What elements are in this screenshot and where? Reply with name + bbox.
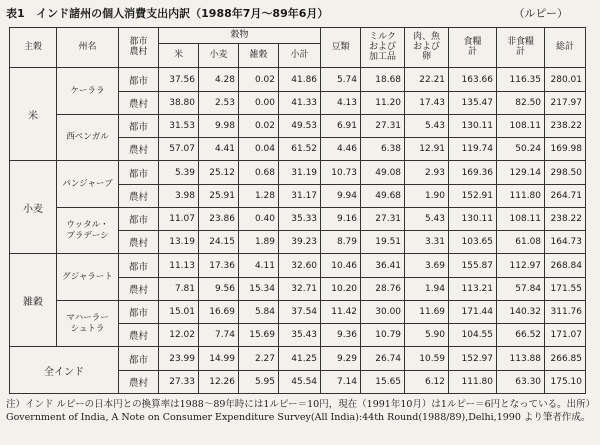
header-main-grain: 主穀 bbox=[10, 28, 57, 68]
cell-subtotal: 35.33 bbox=[279, 207, 321, 230]
cell-nonfood-total: 116.35 bbox=[497, 68, 545, 91]
cell-coarse: 1.89 bbox=[239, 231, 279, 254]
cell-rice: 3.98 bbox=[159, 184, 199, 207]
cell-pulses: 6.91 bbox=[321, 114, 361, 137]
cell-meat: 12.91 bbox=[405, 138, 449, 161]
cell-meat: 1.94 bbox=[405, 277, 449, 300]
cell-coarse: 0.02 bbox=[239, 68, 279, 91]
area-rural: 農村 bbox=[119, 277, 159, 300]
area-rural: 農村 bbox=[119, 370, 159, 393]
cell-pulses: 9.16 bbox=[321, 207, 361, 230]
cell-rice: 31.53 bbox=[159, 114, 199, 137]
cell-wheat: 23.86 bbox=[199, 207, 239, 230]
cell-rice: 11.13 bbox=[159, 254, 199, 277]
consumption-table bbox=[9, 27, 586, 394]
cell-rice: 23.99 bbox=[159, 347, 199, 370]
cell-grand-total: 266.85 bbox=[545, 347, 586, 370]
header-meat: 肉、魚 および 卵 bbox=[405, 28, 449, 68]
cell-coarse: 15.69 bbox=[239, 324, 279, 347]
cell-nonfood-total: 61.08 bbox=[497, 231, 545, 254]
cell-grand-total: 238.22 bbox=[545, 114, 586, 137]
cell-wheat: 7.74 bbox=[199, 324, 239, 347]
area-rural: 農村 bbox=[119, 184, 159, 207]
cell-meat: 10.59 bbox=[405, 347, 449, 370]
table-row bbox=[10, 254, 586, 277]
cell-wheat: 12.26 bbox=[199, 370, 239, 393]
cell-pulses: 9.94 bbox=[321, 184, 361, 207]
cell-wheat: 9.56 bbox=[199, 277, 239, 300]
cell-grand-total: 169.98 bbox=[545, 138, 586, 161]
cell-coarse: 5.95 bbox=[239, 370, 279, 393]
cell-coarse: 2.27 bbox=[239, 347, 279, 370]
header-nonfood-total: 非食糧 計 bbox=[497, 28, 545, 68]
cell-wheat: 9.98 bbox=[199, 114, 239, 137]
cell-food-total: 163.66 bbox=[449, 68, 497, 91]
cell-pulses: 11.42 bbox=[321, 300, 361, 323]
cell-coarse: 15.34 bbox=[239, 277, 279, 300]
cell-rice: 7.81 bbox=[159, 277, 199, 300]
cell-food-total: 119.74 bbox=[449, 138, 497, 161]
state-maharashtra: マハーラー シュトラ bbox=[57, 300, 119, 347]
area-urban: 都市 bbox=[119, 68, 159, 91]
area-rural: 農村 bbox=[119, 91, 159, 114]
cell-grand-total: 175.10 bbox=[545, 370, 586, 393]
cell-milk: 10.79 bbox=[361, 324, 405, 347]
group-all-india: 全インド bbox=[10, 347, 119, 394]
table-row bbox=[10, 161, 586, 184]
cell-wheat: 2.53 bbox=[199, 91, 239, 114]
cell-nonfood-total: 50.24 bbox=[497, 138, 545, 161]
cell-nonfood-total: 63.30 bbox=[497, 370, 545, 393]
cell-wheat: 17.36 bbox=[199, 254, 239, 277]
cell-meat: 3.31 bbox=[405, 231, 449, 254]
header-rice: 米 bbox=[159, 44, 199, 68]
table-row bbox=[10, 114, 586, 137]
area-rural: 農村 bbox=[119, 138, 159, 161]
cell-rice: 15.01 bbox=[159, 300, 199, 323]
cell-subtotal: 41.86 bbox=[279, 68, 321, 91]
cell-subtotal: 39.23 bbox=[279, 231, 321, 254]
header-state: 州名 bbox=[57, 28, 119, 68]
cell-pulses: 9.36 bbox=[321, 324, 361, 347]
area-urban: 都市 bbox=[119, 114, 159, 137]
cell-grand-total: 311.76 bbox=[545, 300, 586, 323]
state-punjab: パンジャーブ bbox=[57, 161, 119, 208]
cell-milk: 6.38 bbox=[361, 138, 405, 161]
table-row bbox=[10, 68, 586, 91]
cell-food-total: 155.87 bbox=[449, 254, 497, 277]
table-row bbox=[10, 347, 586, 370]
cell-grand-total: 238.22 bbox=[545, 207, 586, 230]
cell-rice: 5.39 bbox=[159, 161, 199, 184]
group-coarse: 雑穀 bbox=[10, 254, 57, 347]
state-kerala: ケーララ bbox=[57, 68, 119, 115]
cell-food-total: 152.97 bbox=[449, 347, 497, 370]
cell-subtotal: 37.54 bbox=[279, 300, 321, 323]
header-cereals: 穀物 bbox=[159, 28, 321, 44]
cell-food-total: 113.21 bbox=[449, 277, 497, 300]
cell-rice: 57.07 bbox=[159, 138, 199, 161]
cell-meat: 2.93 bbox=[405, 161, 449, 184]
cell-wheat: 4.41 bbox=[199, 138, 239, 161]
cell-food-total: 111.80 bbox=[449, 370, 497, 393]
cell-milk: 26.74 bbox=[361, 347, 405, 370]
area-urban: 都市 bbox=[119, 254, 159, 277]
header-area: 都市 農村 bbox=[119, 28, 159, 68]
cell-pulses: 10.20 bbox=[321, 277, 361, 300]
cell-meat: 6.12 bbox=[405, 370, 449, 393]
cell-nonfood-total: 113.88 bbox=[497, 347, 545, 370]
header-wheat: 小麦 bbox=[199, 44, 239, 68]
cell-meat: 11.69 bbox=[405, 300, 449, 323]
cell-wheat: 24.15 bbox=[199, 231, 239, 254]
cell-meat: 5.43 bbox=[405, 114, 449, 137]
cell-subtotal: 31.19 bbox=[279, 161, 321, 184]
cell-wheat: 16.69 bbox=[199, 300, 239, 323]
group-wheat: 小麦 bbox=[10, 161, 57, 254]
cell-pulses: 4.46 bbox=[321, 138, 361, 161]
header-pulses: 豆類 bbox=[321, 28, 361, 68]
cell-meat: 3.69 bbox=[405, 254, 449, 277]
cell-pulses: 9.29 bbox=[321, 347, 361, 370]
cell-food-total: 103.65 bbox=[449, 231, 497, 254]
table-row bbox=[10, 300, 586, 323]
cell-nonfood-total: 66.52 bbox=[497, 324, 545, 347]
cell-rice: 27.33 bbox=[159, 370, 199, 393]
area-rural: 農村 bbox=[119, 231, 159, 254]
cell-meat: 17.43 bbox=[405, 91, 449, 114]
cell-nonfood-total: 108.11 bbox=[497, 207, 545, 230]
table-title bbox=[6, 6, 594, 22]
cell-pulses: 10.46 bbox=[321, 254, 361, 277]
table-number: 表1 bbox=[6, 7, 25, 20]
cell-wheat: 25.12 bbox=[199, 161, 239, 184]
state-gujarat: グジャラート bbox=[57, 254, 119, 301]
cell-coarse: 0.40 bbox=[239, 207, 279, 230]
cell-wheat: 25.91 bbox=[199, 184, 239, 207]
cell-rice: 12.02 bbox=[159, 324, 199, 347]
header-food-total: 食糧 計 bbox=[449, 28, 497, 68]
cell-milk: 27.31 bbox=[361, 114, 405, 137]
cell-subtotal: 45.54 bbox=[279, 370, 321, 393]
cell-nonfood-total: 140.32 bbox=[497, 300, 545, 323]
cell-coarse: 0.68 bbox=[239, 161, 279, 184]
header-coarse: 雑穀 bbox=[239, 44, 279, 68]
header-milk: ミルク および 加工品 bbox=[361, 28, 405, 68]
cell-food-total: 130.11 bbox=[449, 207, 497, 230]
header-grand-total: 総計 bbox=[545, 28, 586, 68]
cell-food-total: 169.36 bbox=[449, 161, 497, 184]
group-rice: 米 bbox=[10, 68, 57, 161]
unit-label: （ルピー） bbox=[513, 7, 568, 20]
cell-milk: 15.65 bbox=[361, 370, 405, 393]
cell-nonfood-total: 111.80 bbox=[497, 184, 545, 207]
cell-food-total: 104.55 bbox=[449, 324, 497, 347]
area-urban: 都市 bbox=[119, 207, 159, 230]
cell-grand-total: 280.01 bbox=[545, 68, 586, 91]
area-urban: 都市 bbox=[119, 161, 159, 184]
cell-wheat: 14.99 bbox=[199, 347, 239, 370]
cell-nonfood-total: 82.50 bbox=[497, 91, 545, 114]
area-rural: 農村 bbox=[119, 324, 159, 347]
cell-coarse: 1.28 bbox=[239, 184, 279, 207]
cell-grand-total: 171.55 bbox=[545, 277, 586, 300]
cell-subtotal: 31.17 bbox=[279, 184, 321, 207]
area-urban: 都市 bbox=[119, 347, 159, 370]
cell-subtotal: 41.25 bbox=[279, 347, 321, 370]
header-subtotal: 小計 bbox=[279, 44, 321, 68]
cell-subtotal: 61.52 bbox=[279, 138, 321, 161]
cell-milk: 30.00 bbox=[361, 300, 405, 323]
cell-nonfood-total: 108.11 bbox=[497, 114, 545, 137]
cell-grand-total: 164.73 bbox=[545, 231, 586, 254]
cell-coarse: 5.84 bbox=[239, 300, 279, 323]
cell-wheat: 4.28 bbox=[199, 68, 239, 91]
cell-milk: 28.76 bbox=[361, 277, 405, 300]
cell-grand-total: 264.71 bbox=[545, 184, 586, 207]
cell-meat: 5.43 bbox=[405, 207, 449, 230]
cell-milk: 27.31 bbox=[361, 207, 405, 230]
cell-milk: 49.08 bbox=[361, 161, 405, 184]
area-urban: 都市 bbox=[119, 300, 159, 323]
cell-grand-total: 217.97 bbox=[545, 91, 586, 114]
cell-rice: 13.19 bbox=[159, 231, 199, 254]
cell-pulses: 5.74 bbox=[321, 68, 361, 91]
cell-grand-total: 298.50 bbox=[545, 161, 586, 184]
cell-food-total: 152.91 bbox=[449, 184, 497, 207]
cell-nonfood-total: 57.84 bbox=[497, 277, 545, 300]
cell-pulses: 7.14 bbox=[321, 370, 361, 393]
cell-pulses: 4.13 bbox=[321, 91, 361, 114]
cell-pulses: 8.79 bbox=[321, 231, 361, 254]
cell-milk: 18.68 bbox=[361, 68, 405, 91]
cell-rice: 37.56 bbox=[159, 68, 199, 91]
cell-coarse: 0.02 bbox=[239, 114, 279, 137]
cell-rice: 11.07 bbox=[159, 207, 199, 230]
cell-coarse: 0.00 bbox=[239, 91, 279, 114]
cell-milk: 11.20 bbox=[361, 91, 405, 114]
cell-subtotal: 41.33 bbox=[279, 91, 321, 114]
cell-grand-total: 171.07 bbox=[545, 324, 586, 347]
table-title-text: インド諸州の個人消費支出内訳（1988年7月〜89年6月） bbox=[36, 7, 329, 20]
cell-milk: 19.51 bbox=[361, 231, 405, 254]
cell-subtotal: 32.60 bbox=[279, 254, 321, 277]
cell-nonfood-total: 112.97 bbox=[497, 254, 545, 277]
table-row bbox=[10, 207, 586, 230]
cell-food-total: 135.47 bbox=[449, 91, 497, 114]
footnote: 注）インド ルピーの日本円との換算率は1988〜89年時には1ルピー＝10円，現在（1991年10月）は1ルピー＝6円となっている。出所）Government of India, A Note on Consumer Expenditure Survey(All India):44th Round(1988/89),Delhi,1990 より筆者作成。 bbox=[6, 399, 591, 423]
cell-meat: 22.21 bbox=[405, 68, 449, 91]
state-west-bengal: 西ベンガル bbox=[57, 114, 119, 161]
cell-subtotal: 35.43 bbox=[279, 324, 321, 347]
cell-meat: 5.90 bbox=[405, 324, 449, 347]
cell-food-total: 171.44 bbox=[449, 300, 497, 323]
state-uttar-pradesh: ウッタル・ プラデーシ bbox=[57, 207, 119, 254]
cell-pulses: 10.73 bbox=[321, 161, 361, 184]
cell-grand-total: 268.84 bbox=[545, 254, 586, 277]
cell-milk: 49.68 bbox=[361, 184, 405, 207]
cell-subtotal: 32.71 bbox=[279, 277, 321, 300]
cell-subtotal: 49.53 bbox=[279, 114, 321, 137]
cell-coarse: 4.11 bbox=[239, 254, 279, 277]
cell-coarse: 0.04 bbox=[239, 138, 279, 161]
cell-rice: 38.80 bbox=[159, 91, 199, 114]
cell-nonfood-total: 129.14 bbox=[497, 161, 545, 184]
cell-milk: 36.41 bbox=[361, 254, 405, 277]
cell-meat: 1.90 bbox=[405, 184, 449, 207]
cell-food-total: 130.11 bbox=[449, 114, 497, 137]
